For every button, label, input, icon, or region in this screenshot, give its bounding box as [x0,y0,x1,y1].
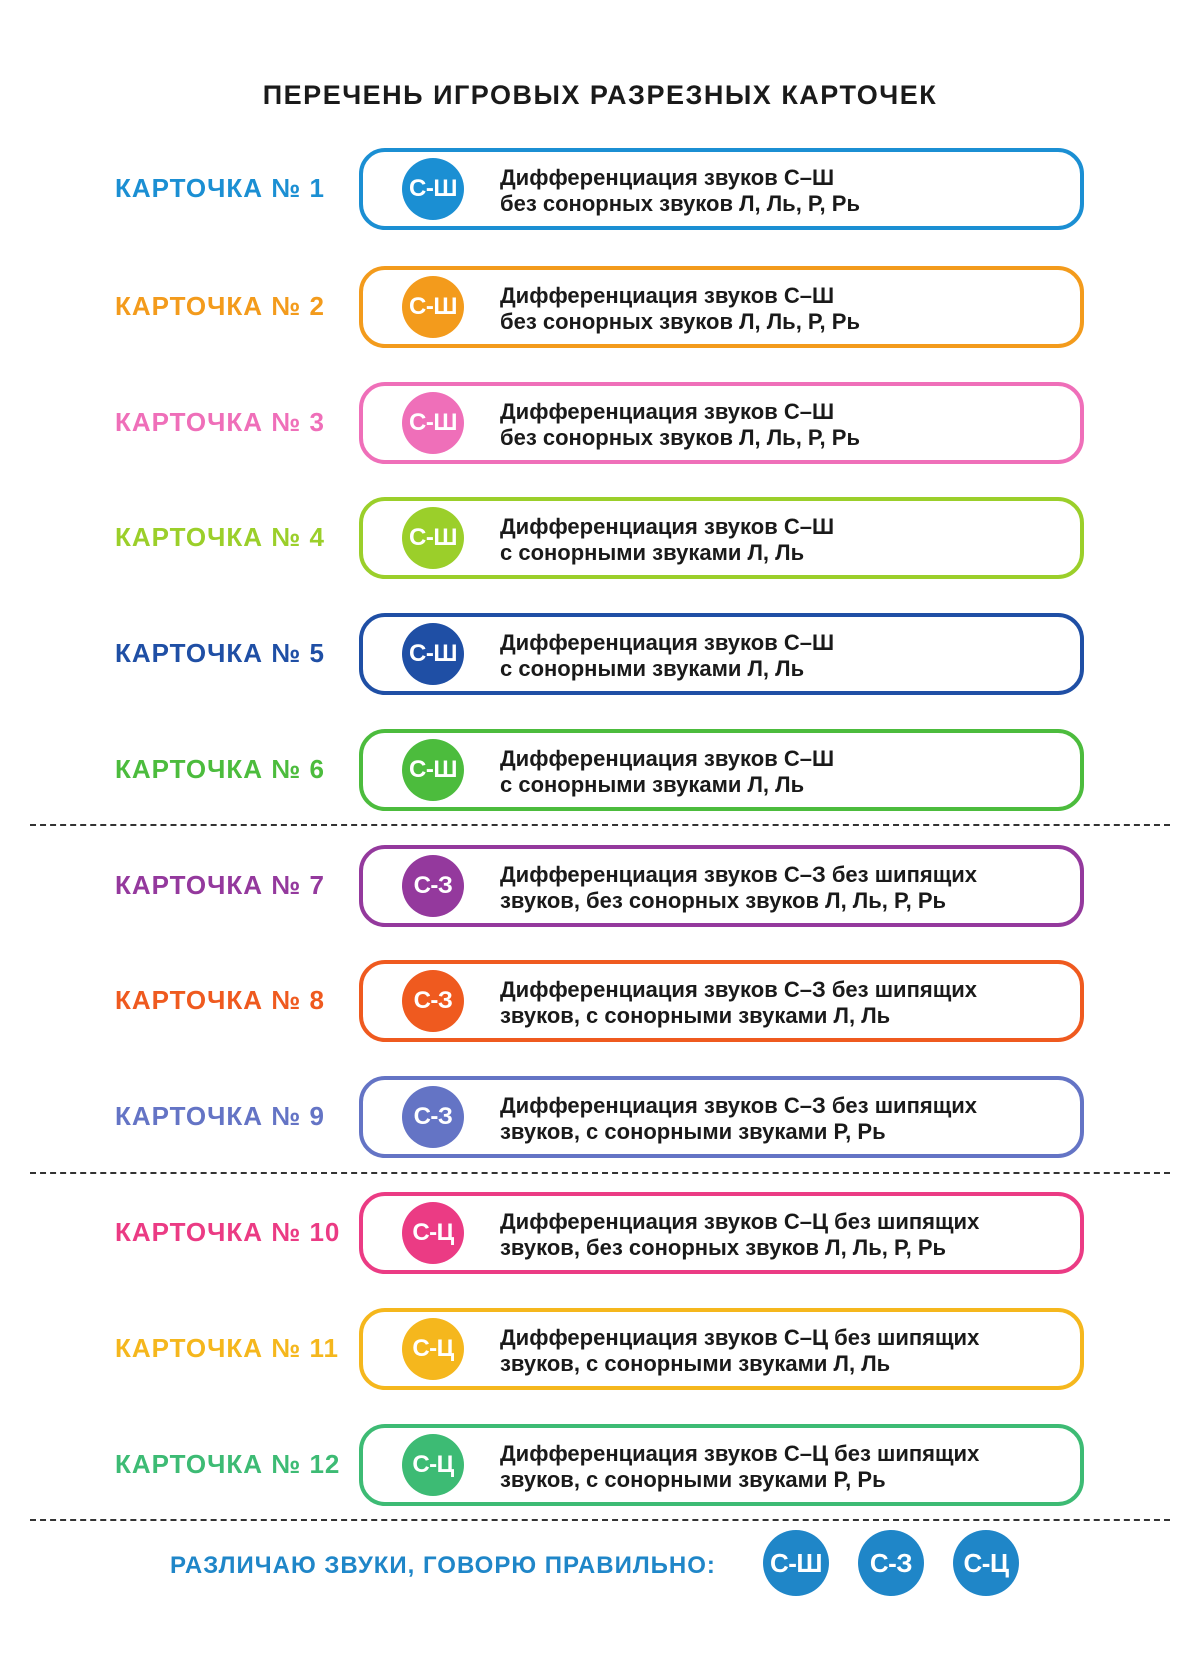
card-box [359,1424,1084,1506]
card-number-label: КАРТОЧКА № 3 [115,407,325,437]
card-box [359,497,1084,579]
card-description [500,630,1060,682]
sound-badge: С-Ш [402,507,464,569]
card-description-line-2: звуков, с сонорными звуками Л, Ль [500,1351,891,1376]
sound-badge: С-Ш [402,276,464,338]
card-description-line-1: Дифференциация звуков С–Ш [500,283,835,308]
card-description-line-2: без сонорных звуков Л, Ль, Р, Рь [500,425,860,450]
sound-badge: С-Ш [402,158,464,220]
card-description [500,165,1060,217]
card-description-line-2: звуков, с сонорными звуками Л, Ль [500,1003,891,1028]
card-box [359,382,1084,464]
card-number-label: КАРТОЧКА № 7 [115,870,325,900]
section-divider [30,1519,1170,1521]
card-row [0,611,1200,695]
card-row [0,380,1200,464]
card-description-line-1: Дифференциация звуков С–З без шипящих [500,977,978,1002]
card-box [359,613,1084,695]
card-number-label: КАРТОЧКА № 4 [115,522,325,552]
card-description-line-2: звуков, без сонорных звуков Л, Ль, Р, Рь [500,888,947,913]
card-description [500,1325,1060,1377]
card-description [500,514,1060,566]
card-box [359,1076,1084,1158]
card-box [359,148,1084,230]
card-box [359,845,1084,927]
card-row [0,958,1200,1042]
card-row [0,727,1200,811]
card-description-line-2: с сонорными звуками Л, Ль [500,656,805,681]
sound-badge: С-Ш [402,623,464,685]
card-description [500,1093,1060,1145]
card-description-line-1: Дифференциация звуков С–З без шипящих [500,1093,978,1118]
card-description-line-2: с сонорными звуками Л, Ль [500,540,805,565]
sound-badge: С-З [402,855,464,917]
footer-slogan: РАЗЛИЧАЮ ЗВУКИ, ГОВОРЮ ПРАВИЛЬНО: [170,1552,716,1579]
footer-badge-s-ts: С-Ц [953,1530,1019,1596]
card-number-label: КАРТОЧКА № 5 [115,638,325,668]
footer-badge-s-z: С-З [858,1530,924,1596]
card-description-line-1: Дифференциация звуков С–Ц без шипящих [500,1325,980,1350]
card-description [500,283,1060,335]
card-number-label: КАРТОЧКА № 2 [115,291,325,321]
page-title: ПЕРЕЧЕНЬ ИГРОВЫХ РАЗРЕЗНЫХ КАРТОЧЕК [262,80,938,110]
card-row [0,1422,1200,1506]
card-row [0,264,1200,348]
card-number-label: КАРТОЧКА № 12 [115,1449,341,1479]
card-number-label: КАРТОЧКА № 6 [115,754,325,784]
sound-badge: С-З [402,1086,464,1148]
card-description-line-2: без сонорных звуков Л, Ль, Р, Рь [500,309,860,334]
card-description-line-1: Дифференциация звуков С–Ш [500,630,835,655]
section-divider [30,1172,1170,1174]
section-divider [30,824,1170,826]
footer-badge-s-sh: С-Ш [763,1530,829,1596]
card-box [359,1192,1084,1274]
card-description-line-1: Дифференциация звуков С–Ц без шипящих [500,1209,980,1234]
card-row [0,1306,1200,1390]
card-description-line-2: звуков, с сонорными звуками Р, Рь [500,1467,886,1492]
card-description [500,1209,1060,1261]
sound-badge: С-Ш [402,739,464,801]
card-number-label: КАРТОЧКА № 8 [115,985,325,1015]
card-number-label: КАРТОЧКА № 9 [115,1101,325,1131]
card-description-line-1: Дифференциация звуков С–Ш [500,165,835,190]
card-row [0,1190,1200,1274]
card-description-line-2: звуков, с сонорными звуками Р, Рь [500,1119,886,1144]
sound-badge: С-З [402,970,464,1032]
card-description-line-1: Дифференциация звуков С–Ц без шипящих [500,1441,980,1466]
card-row [0,1074,1200,1158]
card-description-line-1: Дифференциация звуков С–Ш [500,746,835,771]
sound-badge: С-Ц [402,1318,464,1380]
card-description [500,977,1060,1029]
card-description-line-1: Дифференциация звуков С–Ш [500,514,835,539]
card-description [500,1441,1060,1493]
card-row [0,146,1200,230]
card-description-line-2: звуков, без сонорных звуков Л, Ль, Р, Рь [500,1235,947,1260]
sound-badge: С-Ц [402,1434,464,1496]
card-description [500,399,1060,451]
card-box [359,266,1084,348]
card-description-line-2: с сонорными звуками Л, Ль [500,772,805,797]
card-description-line-2: без сонорных звуков Л, Ль, Р, Рь [500,191,860,216]
card-number-label: КАРТОЧКА № 11 [115,1333,339,1363]
card-box [359,960,1084,1042]
card-description-line-1: Дифференциация звуков С–З без шипящих [500,862,978,887]
card-number-label: КАРТОЧКА № 10 [115,1217,341,1247]
card-box [359,1308,1084,1390]
card-box [359,729,1084,811]
card-description [500,862,1060,914]
sound-badge: С-Ц [402,1202,464,1264]
card-row [0,495,1200,579]
card-number-label: КАРТОЧКА № 1 [115,173,325,203]
card-row [0,843,1200,927]
card-description-line-1: Дифференциация звуков С–Ш [500,399,835,424]
sound-badge: С-Ш [402,392,464,454]
card-description [500,746,1060,798]
